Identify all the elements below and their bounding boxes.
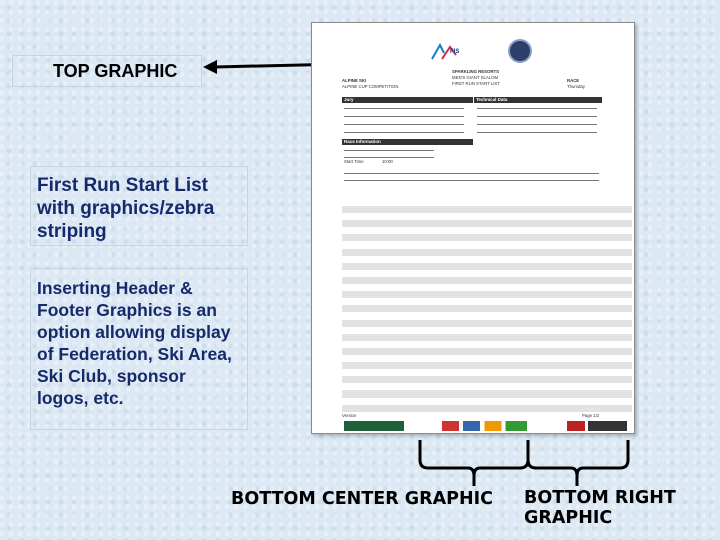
table-row <box>342 220 632 227</box>
first-run-label: First Run Start List with graphics/zebra striping <box>30 166 248 246</box>
table-row <box>342 341 632 348</box>
header-line-3: FIRST RUN START LIST <box>452 81 500 86</box>
inserting-note: Inserting Header & Footer Graphics is an option allowing display of Federation, Ski Area, Ski Club, sponsor logos, etc. <box>30 268 248 430</box>
event-seal <box>508 39 532 63</box>
table-row <box>342 270 632 277</box>
table-row <box>342 376 632 383</box>
top-graphic-label: TOP GRAPHIC <box>12 55 202 87</box>
right-header-2: Thursday <box>567 84 585 89</box>
table-row <box>342 291 632 298</box>
table-row <box>342 277 632 284</box>
race-info-title: Race Information <box>342 139 473 145</box>
footer-right: Page 1/2 <box>582 413 600 418</box>
logo-text: FIS <box>450 49 460 55</box>
footer-graphic-left <box>344 421 404 431</box>
header-line-2: MEN'S GIANT SLALOM <box>452 75 499 80</box>
table-row <box>342 312 632 319</box>
right-header-1: RACE <box>567 78 580 83</box>
start-list-document <box>311 22 635 434</box>
technical-section-title: Technical Data <box>474 97 602 103</box>
footer-graphic-right <box>567 421 627 431</box>
table-row <box>342 320 632 327</box>
start-list-table <box>342 206 632 412</box>
bottom-right-label: BOTTOM RIGHT GRAPHIC <box>524 488 676 528</box>
bottom-center-label: BOTTOM CENTER GRAPHIC <box>231 489 493 509</box>
table-row <box>342 348 632 355</box>
table-row <box>342 234 632 241</box>
table-row <box>342 305 632 312</box>
start-time-value: 10:00 <box>382 159 393 164</box>
table-row <box>342 355 632 362</box>
left-header-1: ALPINE SKI <box>342 78 367 83</box>
table-row <box>342 256 632 263</box>
table-row <box>342 405 632 412</box>
table-row <box>342 362 632 369</box>
table-row <box>342 334 632 341</box>
table-row <box>342 263 632 270</box>
table-row <box>342 369 632 376</box>
start-time-label: Start Time <box>344 159 364 164</box>
table-row <box>342 298 632 305</box>
curly-bracket-icon <box>420 440 528 486</box>
footer-graphic-center <box>442 421 527 431</box>
table-row <box>342 327 632 334</box>
table-row <box>342 213 632 220</box>
table-row <box>342 241 632 248</box>
footer-left: Version <box>342 413 357 418</box>
header-line-1: SPARKLING RESORTS <box>452 69 499 74</box>
table-row <box>342 284 632 291</box>
curly-bracket-icon <box>528 440 628 486</box>
table-row <box>342 390 632 397</box>
table-row <box>342 398 632 405</box>
fis-logo <box>430 41 460 65</box>
table-row <box>342 249 632 256</box>
jury-section-title: Jury <box>342 97 473 103</box>
table-row <box>342 227 632 234</box>
table-row <box>342 383 632 390</box>
left-header-2: ALPINE CUP COMPETITION <box>342 84 399 89</box>
table-row <box>342 206 632 213</box>
